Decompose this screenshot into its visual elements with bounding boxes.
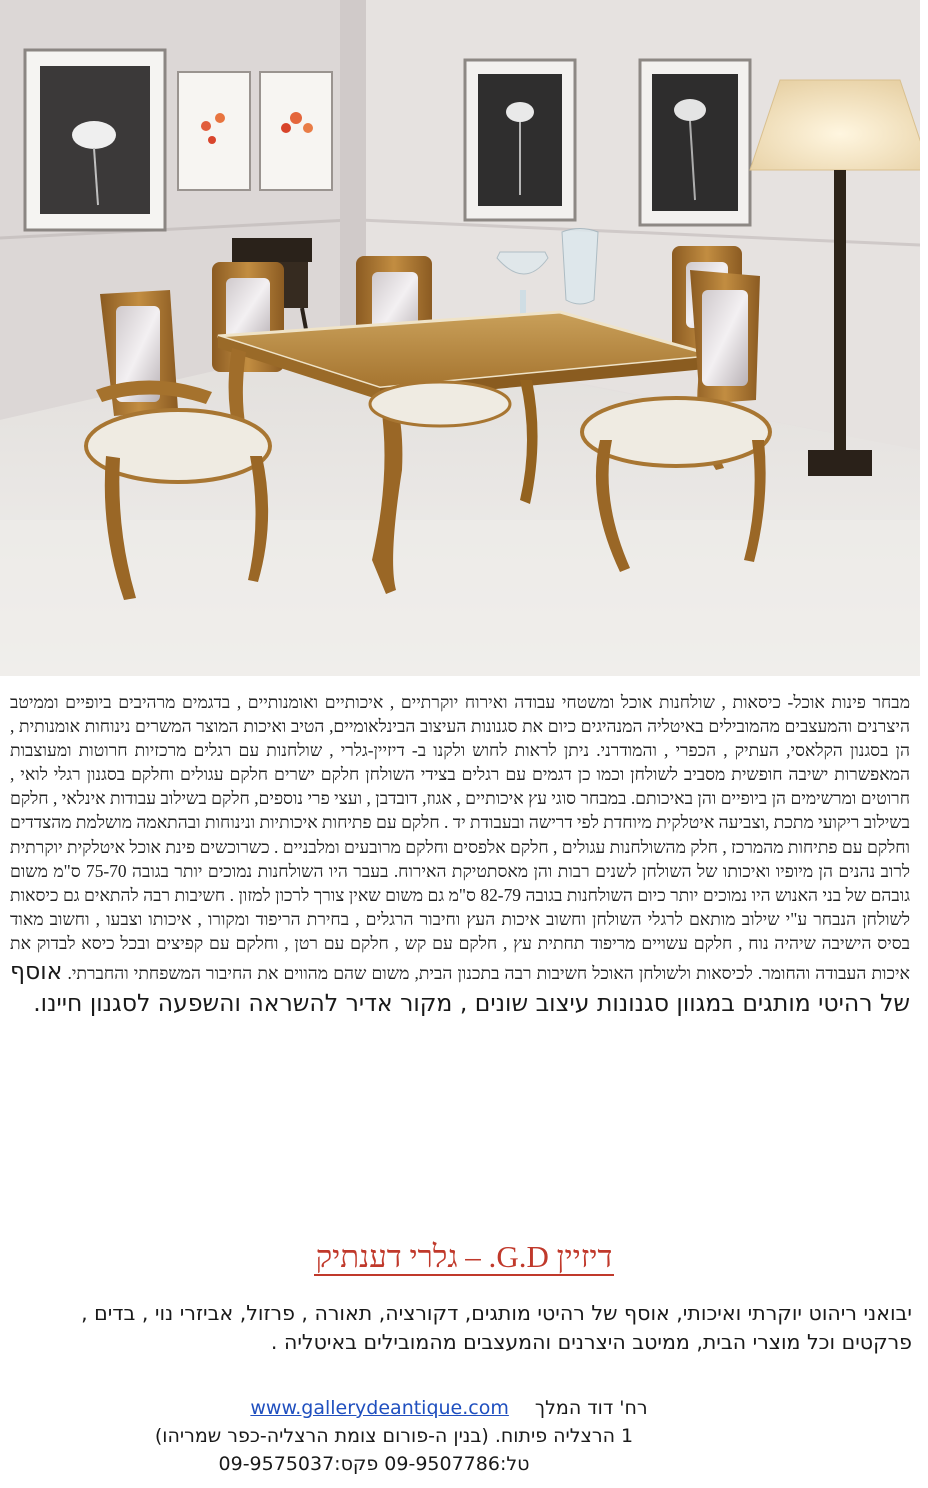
company-name: דיזיין G.D. – גלרי דענתיק (315, 1239, 613, 1274)
contact-city: 1 הרצליה פיתוח. (בנין ה-פורום צומת הרצליה-כפר שמריהו) (154, 1425, 634, 1447)
dining-room-photo (0, 0, 920, 676)
article-highlight-paragraph: אוסף של רהיטי מותגים במגוון סגנונות עיצוב שונים , מקור אדיר להשראה והשפעה לסגנון חיינו. (10, 957, 910, 1018)
contact-street: רח' דוד המלך (534, 1397, 648, 1419)
contact-street-row (0, 1394, 928, 1422)
import-notice: יבואני ריהוט יוקרתי ואיכותי, אוסף של רהיטי מותגים, דקורציה, תאורה , פרזול, אביזרי נוי , בדים , פרקטים וכל מוצרי הבית, ממיטב היצרנים והמעצבים מהמובילים באיטליה . (81, 1301, 912, 1354)
article-main-paragraph: מבחר פינות אוכל- כיסאות , שולחנות אוכל ומשטחי עבודה ואירוח יוקרתיים , איכותיים ואומנותיים , בדגמים מרהיבים ביופיים וממיטב היצרנים והמעצבים מהמובילים באיטליה המנהיגים כיום את סגנונות העיצוב הבינלאומיים, הטיב ואיכות המוצר המשרים נינוחות אומנותית , הן בסגנון הקלאסי, העתיק , הכפרי , והמודרני. ניתן לראות לחוש ולקנו ב- דיזיין-גלרי , שולחנות עם רגלים מרכזיות חרוטות ומעוצבות המאפשרות ישיבה חופשית מסביב לשולחן וכמו כן דגמים עם רגלים בצידי השולחן חלקם ישרים חלקם עגולים וחלקם בסגנון רגלי לואי , חרוטים ומרשימים הן ביופיים והן באיכותם. במבחר סוגי עץ איכותיים , אגוז, דובדבן , ועצי פרי נוספים, חלקם בשילוב עבודות אינלאי , חלקם בשילוב ריקועי מתכת ,וצביעה איטלקית מיוחדת לפי דרישה ובעבודת יד . חלקם עם פתיחות איכותיות ונינוחות ובהתאמה מושלמת מהצדדים וחלקם עם פתיחות מהמרכז , חלק מהשולחנות עגולים , חלקם אלפסים וחלקם מרובעים ומלבניים . כשרוכשים פינת אוכל איטלקית יוקרתית לרוב נהנים הן מיופיו ואיכותו של השולחן לשנים רבות והן מאסתטיקת האירוח. בעבר היו השולחנות נמוכים יותר בגובה 75-70 ס"מ משום גובהם של בני האנוש היו נמוכים יותר כיום השולחנות בגובה 82-79 ס"מ גם משום שאין צורך לרכון למזון . חשיבות רבה להתאים גם כיסאות לשולחן הנבחר ע"י שילוב מותאם לרגלי השולחן וחשוב איכות העץ וחיבור הרגלים , בחירת הריפוד ומקורו , איכותו וצבעו , וחשוב מאוד בסיס הישיבה שיהיה נוח , חלקם עשויים מריפוד תחתית עץ , חלקם עם קש , חלקם עם רטן , וחלקם עם קפיצים ובכל כיסא לבדוק את איכות העבודה והחומר. לכיסאות ולשולחן האוכל חשיבות רבה בתכנון הבית, משום שהם מהווים את החיבור המשפחתי והחברתי. (10, 692, 910, 984)
company-signature (0, 1238, 928, 1276)
website-link[interactable]: www.gallerydeantique.com (250, 1397, 509, 1419)
contact-phones: טל:09-9507786 פקס:09-9575037 (218, 1453, 530, 1475)
contact-block (0, 1394, 928, 1478)
article-body (10, 690, 910, 1019)
